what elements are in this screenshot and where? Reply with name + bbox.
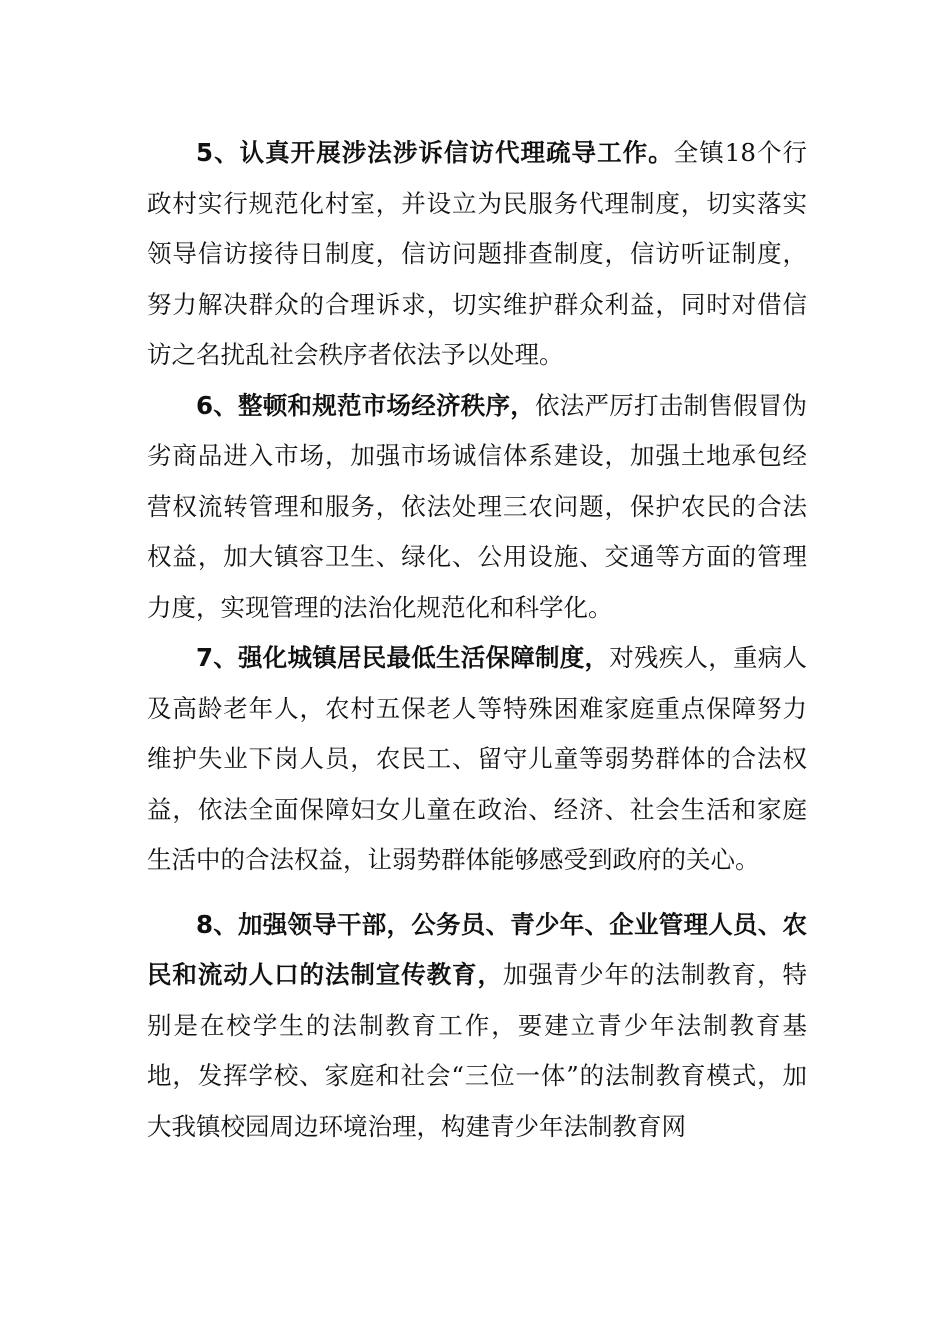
paragraph-heading: 5、认真开展涉法涉诉信访代理疏导工作。 xyxy=(196,138,674,167)
paragraph-heading: 7、强化城镇居民最低生活保障制度， xyxy=(196,643,610,672)
paragraph-item-6 xyxy=(147,381,807,634)
paragraph-heading: 6、整顿和规范市场经济秩序， xyxy=(196,390,536,420)
paragraph-body: 全镇18个行政村实行规范化村室，并设立为民服务代理制度，切实落实领导信访接待日制度，信访问题排查制度，信访听证制度，努力解决群众的合理诉求，切实维护群众利益，同时对借信访之名扰乱社会秩序者依法予以处理。 xyxy=(147,138,807,369)
paragraph-item-5 xyxy=(147,128,807,381)
paragraph-item-8 xyxy=(147,900,807,1153)
paragraph-body: 依法严厉打击制售假冒伪劣商品进入市场，加强市场诚信体系建设，加强土地承包经营权流转管理和服务，依法处理三农问题，保护农民的合法权益，加大镇容卫生、绿化、公用设施、交通等方面的管理力度，实现管理的法治化规范化和科学化。 xyxy=(147,390,808,622)
paragraph-heading: 8、加强领导干部，公务员、青少年、企业管理人员、农民和流动人口的法制宣传教育， xyxy=(147,909,807,989)
paragraph-body: 加强青少年的法制教育，特别是在校学生的法制教育工作，要建立青少年法制教育基地，发挥学校、家庭和社会“三位一体”的法制教育模式，加大我镇校园周边环境治理，构建青少年法制教育网 xyxy=(147,960,808,1141)
paragraph-body: 对残疾人，重病人及高龄老年人，农村五保老人等特殊困难家庭重点保障努力维护失业下岗人员，农民工、留守儿童等弱势群体的合法权益，依法全面保障妇女儿童在政治、经济、社会生活和家庭生活中的合法权益，让弱势群体能够感受到政府的关心。 xyxy=(147,643,808,874)
document-page xyxy=(147,128,807,1152)
paragraph-item-7 xyxy=(147,633,807,886)
